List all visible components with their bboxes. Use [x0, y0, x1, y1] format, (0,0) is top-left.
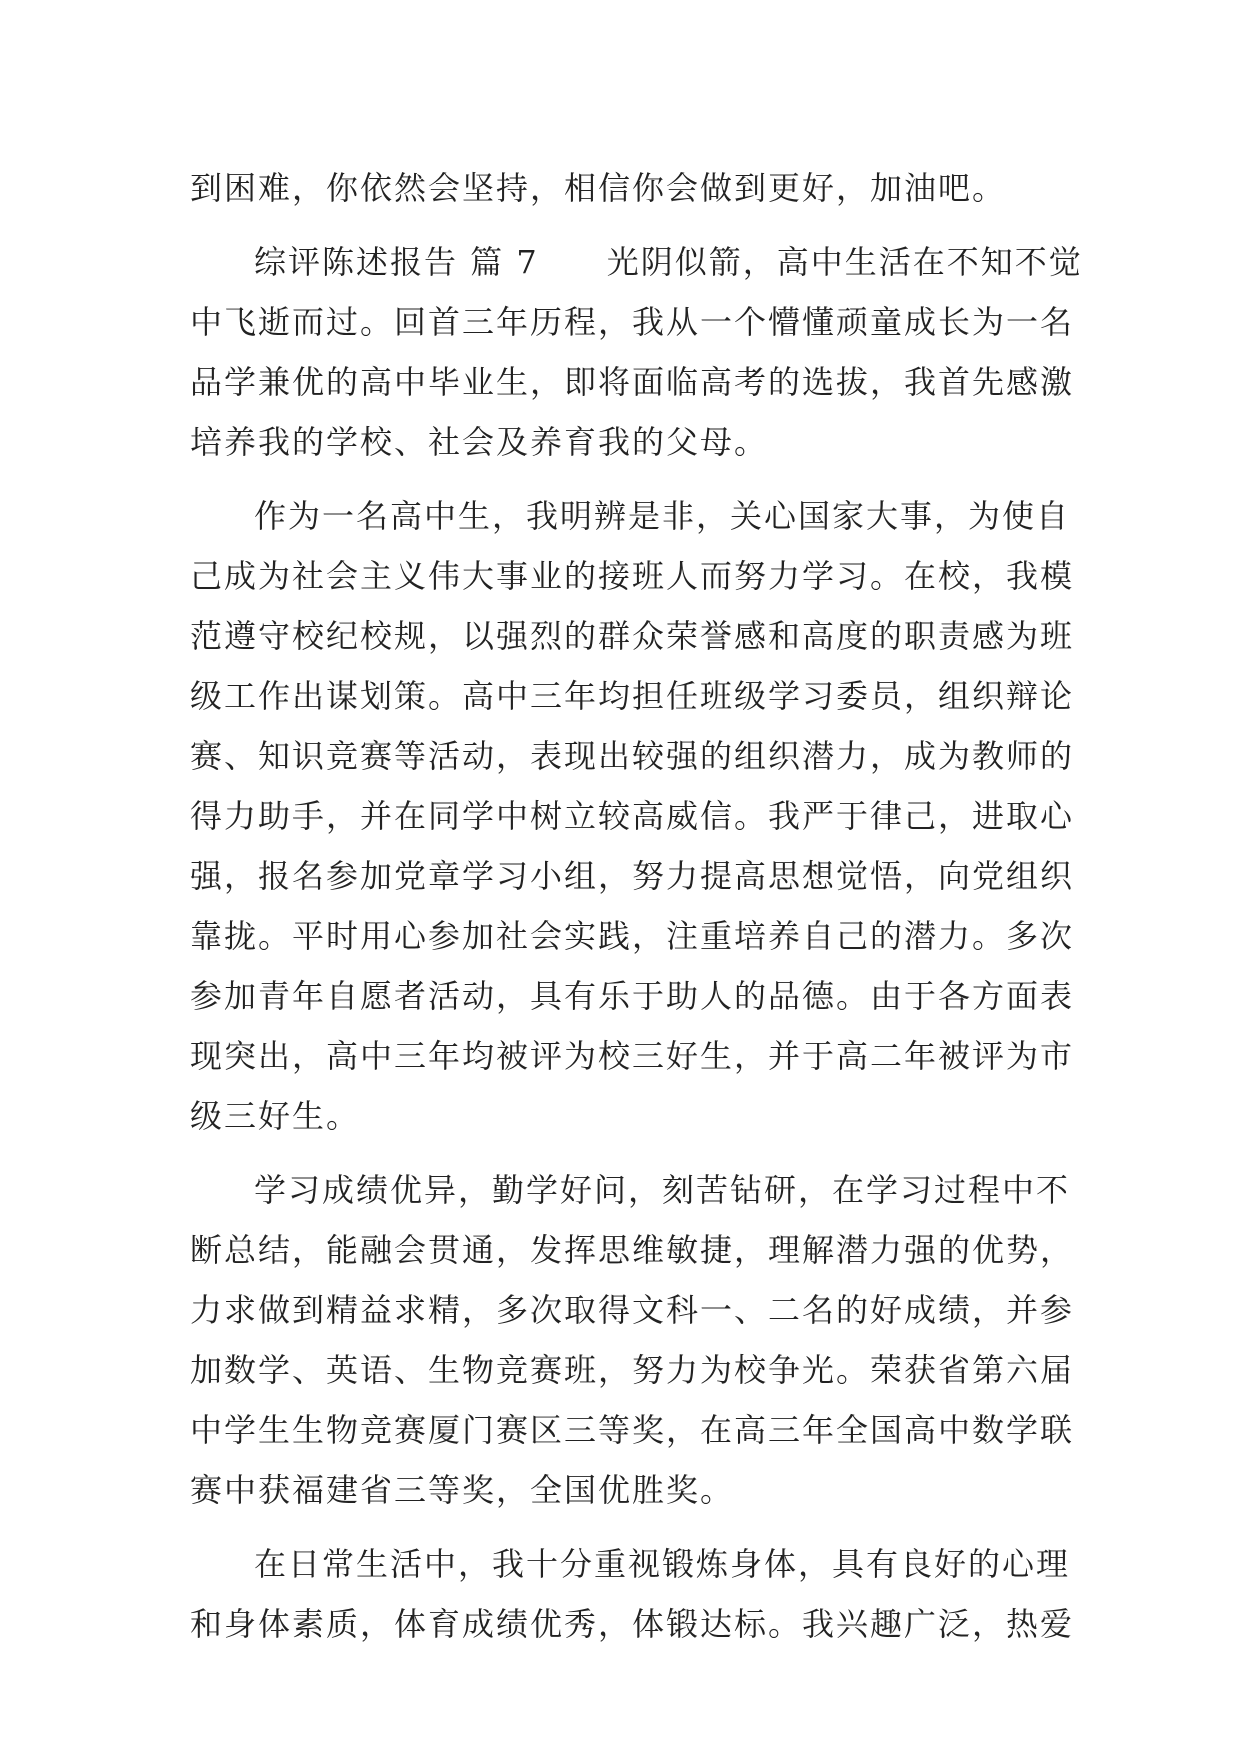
text-line: 培养我的学校、社会及养育我的父母。	[190, 423, 769, 461]
text-line: 靠拢。平时用心参加社会实践，注重培养自己的潜力。多次	[190, 917, 1075, 955]
text-line: 作为一名高中生，我明辨是非，关心国家大事，为使自	[254, 497, 1071, 535]
text-line: 中飞逝而过。回首三年历程，我从一个懵懂顽童成长为一名	[190, 303, 1075, 341]
text-line: 力求做到精益求精，多次取得文科一、二名的好成绩，并参	[190, 1291, 1075, 1329]
text-line: 己成为社会主义伟大事业的接班人而努力学习。在校，我模	[190, 557, 1075, 595]
text-line: 得力助手，并在同学中树立较高威信。我严于律己，进取心	[190, 797, 1075, 835]
text-line: 参加青年自愿者活动，具有乐于助人的品德。由于各方面表	[190, 977, 1075, 1015]
text-line: 和身体素质，体育成绩优秀，体锻达标。我兴趣广泛，热爱	[190, 1605, 1075, 1643]
text-line: 在日常生活中，我十分重视锻炼身体，具有良好的心理	[254, 1545, 1071, 1583]
document-body	[190, 158, 1083, 1654]
text-line: 综评陈述报告 篇 7 光阴似箭，高中生活在不知不觉	[254, 243, 1083, 281]
text-line: 赛中获福建省三等奖，全国优胜奖。	[190, 1471, 735, 1509]
text-line: 断总结，能融会贯通，发挥思维敏捷，理解潜力强的优势，	[190, 1231, 1075, 1269]
text-line: 范遵守校纪校规，以强烈的群众荣誉感和高度的职责感为班	[190, 617, 1075, 655]
text-line: 现突出，高中三年均被评为校三好生，并于高二年被评为市	[190, 1037, 1075, 1075]
text-line: 学习成绩优异，勤学好问，刻苦钻研，在学习过程中不	[254, 1171, 1071, 1209]
text-line: 加数学、英语、生物竞赛班，努力为校争光。荣获省第六届	[190, 1351, 1075, 1389]
text-line: 强，报名参加党章学习小组，努力提高思想觉悟，向党组织	[190, 857, 1075, 895]
text-line: 级三好生。	[190, 1097, 361, 1135]
text-line: 品学兼优的高中毕业生，即将面临高考的选拔，我首先感激	[190, 363, 1075, 401]
text-line: 级工作出谋划策。高中三年均担任班级学习委员，组织辩论	[190, 677, 1075, 715]
text-line: 到困难，你依然会坚持，相信你会做到更好，加油吧。	[190, 169, 1007, 207]
text-line: 赛、知识竞赛等活动，表现出较强的组织潜力，成为教师的	[190, 737, 1075, 775]
text-line: 中学生生物竞赛厦门赛区三等奖，在高三年全国高中数学联	[190, 1411, 1075, 1449]
